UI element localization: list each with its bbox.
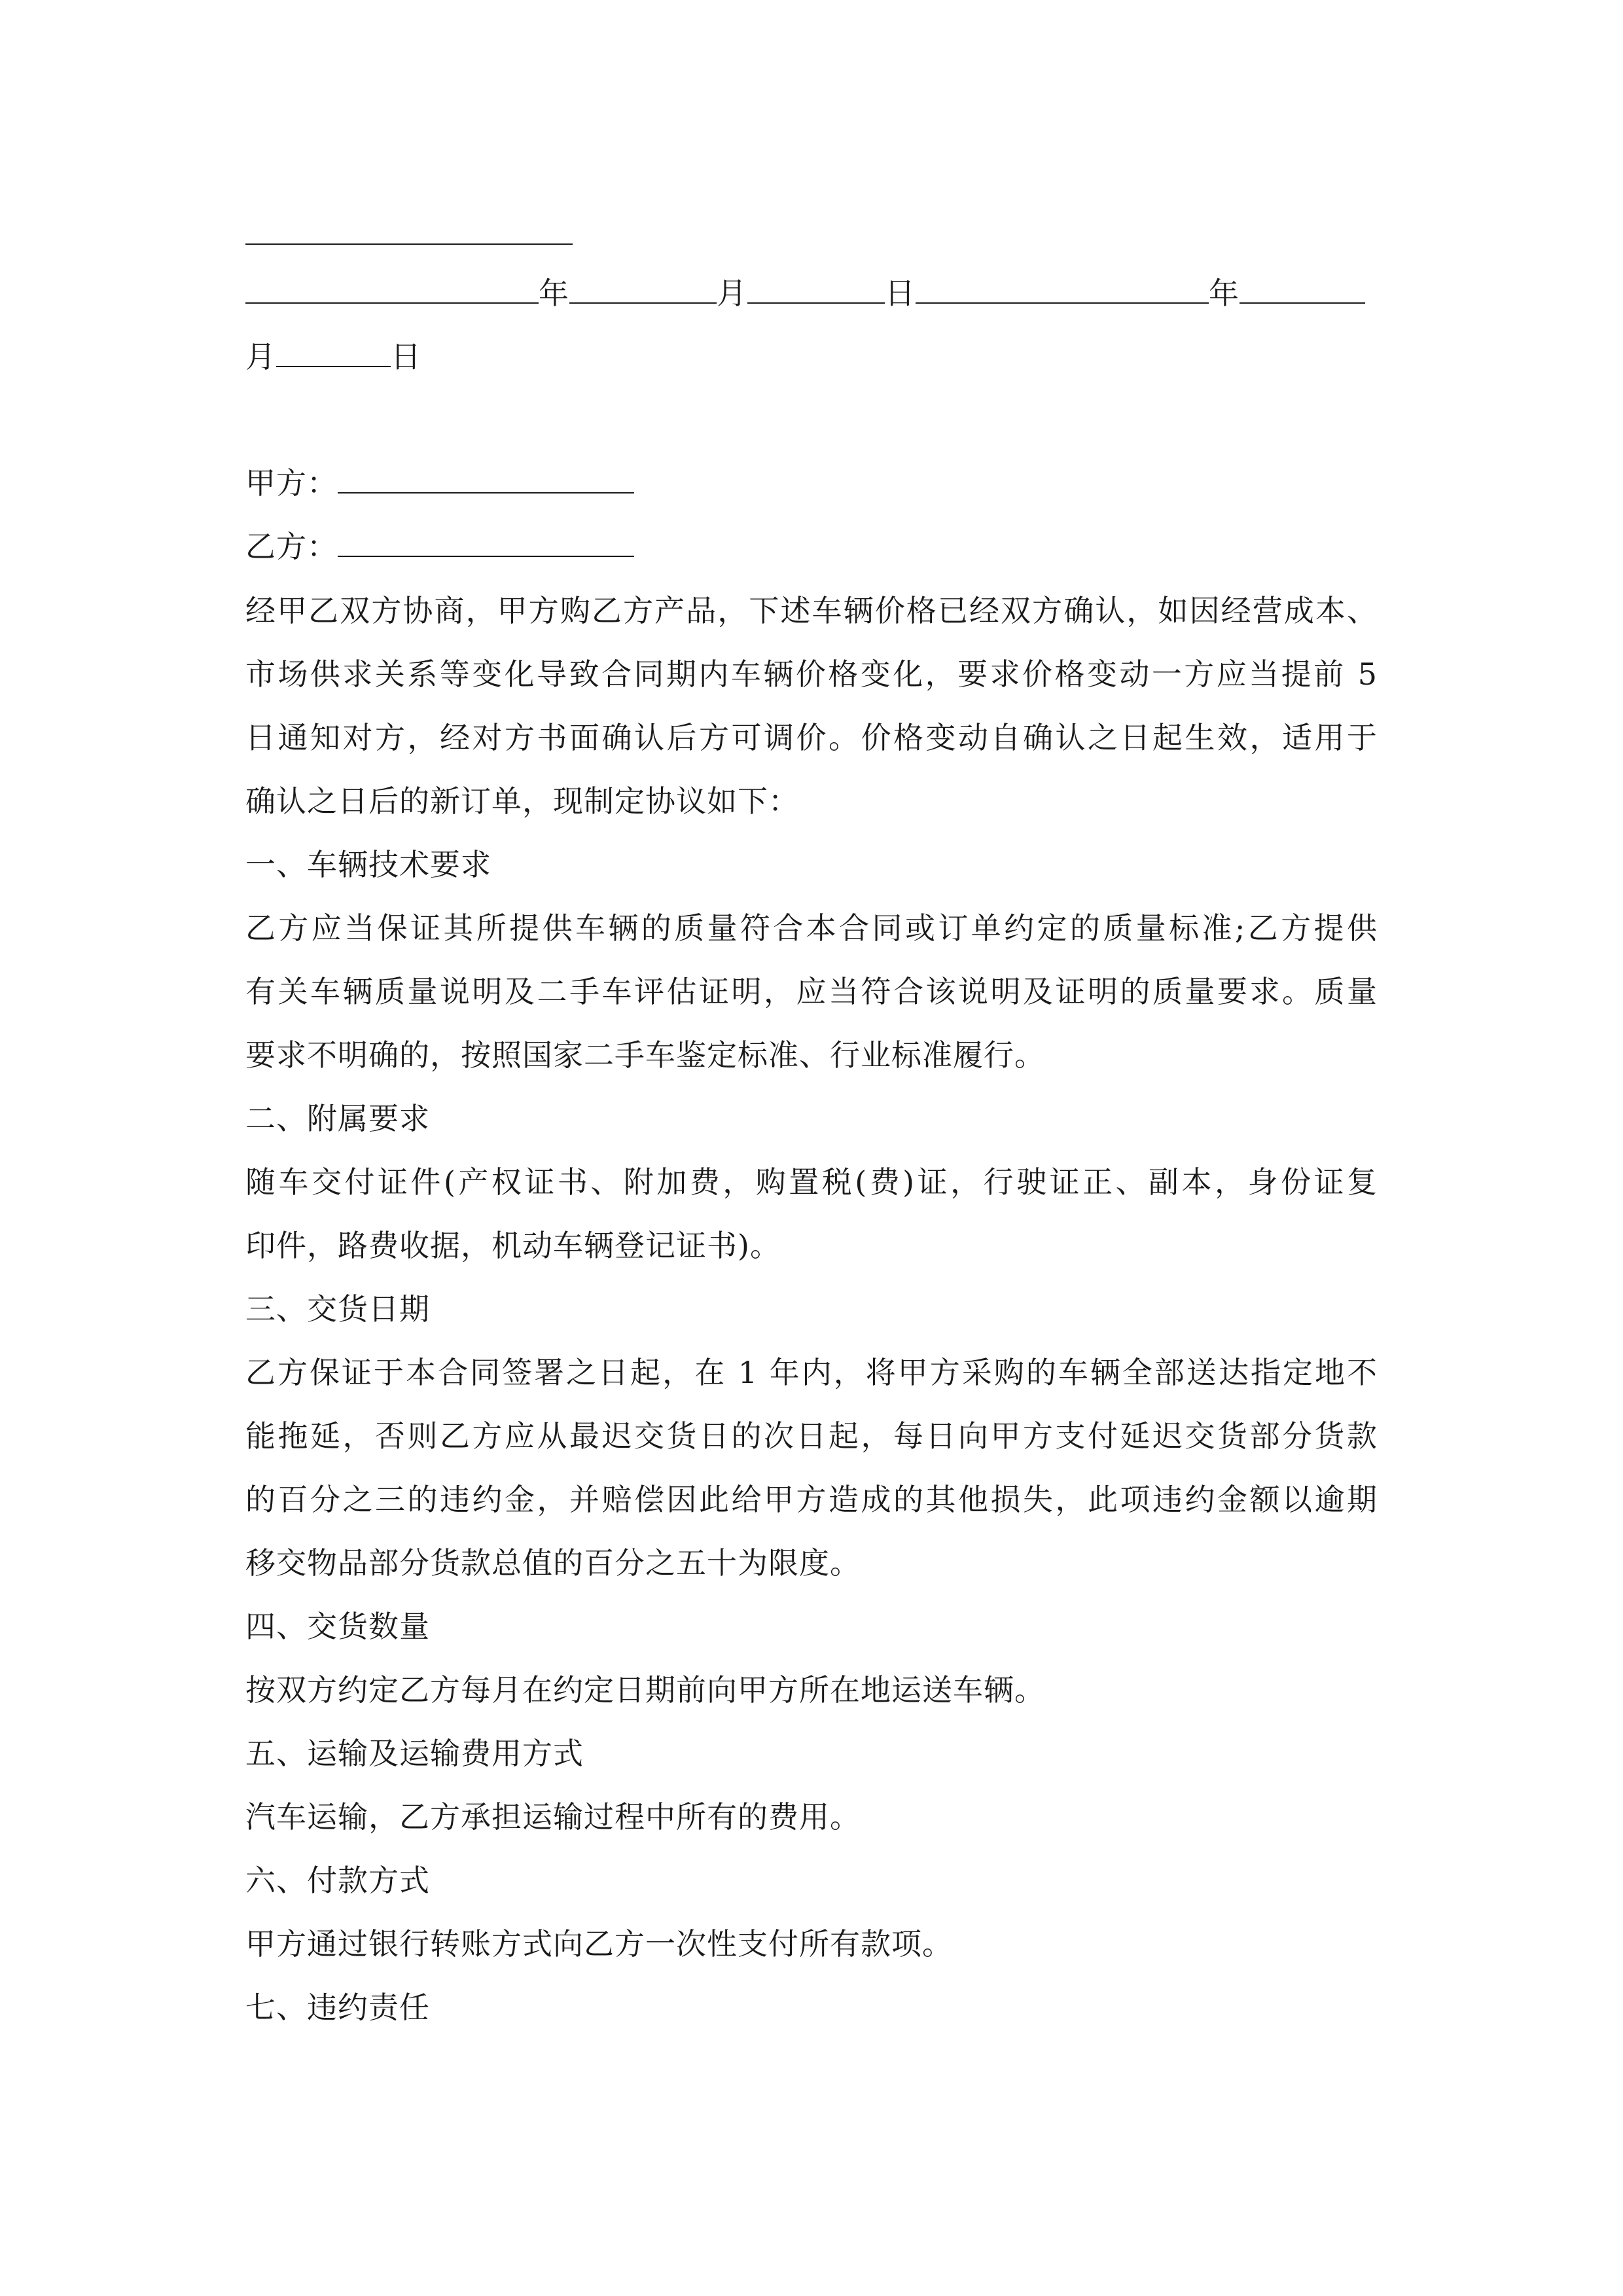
month-label: 月 [245,339,276,374]
parties-block [245,452,1378,579]
month-label: 月 [717,276,747,311]
title-blank-line [245,243,573,245]
section-text: 有关车辆质量说明及二手车评估证明，应当符合该说明及证明的质量要求。质量 [245,974,1378,1009]
party-a-label: 甲方： [245,465,338,501]
party-a-blank [338,456,634,493]
section-heading: 五、运输及运输费用方式 [245,1736,584,1771]
end-month-blank [1240,266,1365,304]
section-text: 能拖延，否则乙方应从最迟交货日的次日起，每日向甲方支付延迟交货部分货款 [245,1418,1378,1454]
section-heading: 七、违约责任 [245,1990,430,2025]
day-label: 日 [885,276,916,311]
year-label: 年 [1209,276,1240,311]
end-day-blank [276,329,391,367]
party-a-line [245,452,1378,515]
section-heading: 一、车辆技术要求 [245,847,491,882]
section-text: 移交物品部分货款总值的百分之五十为限度。 [245,1545,861,1581]
section-heading: 六、付款方式 [245,1863,430,1898]
party-b-line [245,515,1378,579]
section-text: 按双方约定乙方每月在约定日期前向甲方所在地运送车辆。 [245,1672,1045,1708]
party-b-label: 乙方： [245,529,338,564]
intro-line: 经甲乙双方协商，甲方购乙方产品，下述车辆价格已经双方确认，如因经营成本、 [245,593,1378,628]
end-year-blank [916,266,1209,304]
start-month-blank [569,266,717,304]
day-label: 日 [391,339,421,374]
intro-line: 日通知对方，经对方书面确认后方可调价。价格变动自确认之日起生效，适用于 [245,720,1378,755]
period-line-2 [245,325,1378,389]
period-line-1 [245,262,1378,325]
section-text: 的百分之三的违约金，并赔偿因此给甲方造成的其他损失，此项违约金额以逾期 [245,1482,1378,1517]
section-text: 要求不明确的，按照国家二手车鉴定标准、行业标准履行。 [245,1037,1045,1073]
year-label: 年 [539,276,569,311]
contract-body [245,579,1378,2039]
section-heading: 四、交货数量 [245,1609,430,1644]
intro-line: 确认之日后的新订单，现制定协议如下： [245,783,799,819]
section-text: 印件，路费收据，机动车辆登记证书)。 [245,1228,781,1263]
section-text: 随车交付证件(产权证书、附加费，购置税(费)证，行驶证正、副本，身份证复 [245,1164,1378,1200]
start-day-blank [747,266,885,304]
section-heading: 二、附属要求 [245,1101,430,1136]
party-b-blank [338,519,634,557]
contract-period-row [245,262,1378,389]
section-text: 汽车运输，乙方承担运输过程中所有的费用。 [245,1799,861,1835]
start-year-blank [245,266,539,304]
section-heading: 三、交货日期 [245,1291,430,1327]
intro-line: 市场供求关系等变化导致合同期内车辆价格变化，要求价格变动一方应当提前 5 [245,656,1378,692]
section-text: 乙方应当保证其所提供车辆的质量符合本合同或订单约定的质量标准;乙方提供 [245,910,1378,946]
section-text: 甲方通过银行转账方式向乙方一次性支付所有款项。 [245,1926,953,1962]
section-text: 乙方保证于本合同签署之日起，在 1 年内，将甲方采购的车辆全部送达指定地不 [245,1355,1378,1390]
